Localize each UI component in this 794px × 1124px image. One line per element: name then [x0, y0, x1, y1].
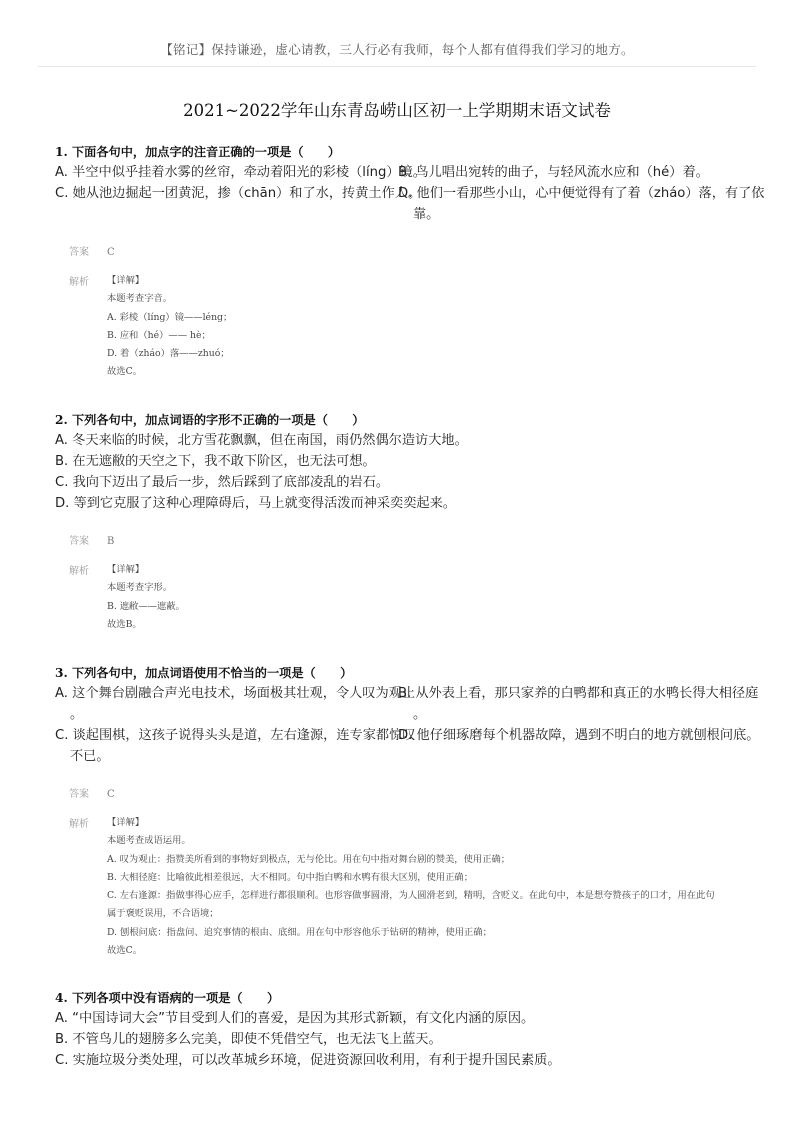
option-c: C. 实施垃圾分类处理，可以改革城乡环境，促进资源回收利用，有利于提升国民素质。: [55, 1053, 561, 1068]
answer-label: 答案: [69, 247, 89, 258]
explanation-line: B. 应和（hé）—— hè；: [107, 329, 211, 341]
option-a-continued: 。: [70, 707, 84, 722]
header-motto: 【铭记】保持谦逊，虚心请教，三人行必有我师，每个人都有值得我们学习的地方。: [160, 42, 634, 57]
explanation-line: 【详解】: [107, 817, 145, 828]
explanation: [69, 272, 745, 382]
question-stem: 1. 下面各句中，加点字的注音正确的一项是（ ）: [55, 145, 341, 159]
explanation-label: 解析: [69, 566, 89, 577]
answer-label: 答案: [69, 536, 89, 547]
option-a: A. “中国诗词大会”节目受到人们的喜爱，是因为其形式新颖，有文化内涵的原因。: [55, 1011, 535, 1026]
option-a: A. 冬天来临的时候，北方雪花飘飘，但在南国，雨仍然偶尔造访大地。: [55, 433, 468, 448]
header-divider: [38, 66, 756, 67]
question-1: [55, 142, 765, 382]
explanation-line: 【详解】: [107, 275, 145, 286]
explanation-line: B. 遮敝——遮蔽。: [107, 600, 185, 612]
explanation-line: 故选C。: [107, 945, 143, 957]
explanation-line: B. 大相径庭：比喻彼此相差很远，大不相同。句中指白鸭和水鸭有很大区别，使用正确；: [107, 871, 474, 883]
explanation-line: 本题考查字形。: [107, 582, 173, 594]
option-d: D. 他们一看那些小山，心中便觉得有了着（zháo）落，有了依: [398, 186, 765, 201]
answer-row: [69, 784, 745, 805]
option-b: B. 从外表上看，那只家养的白鸭都和真正的水鸭长得大相径庭: [398, 686, 759, 701]
question-stem: 4. 下列各项中没有语病的一项是（ ）: [55, 991, 280, 1005]
answer-row: [69, 531, 745, 552]
explanation-label: 解析: [69, 277, 89, 288]
explanation-line: 故选B。: [107, 618, 142, 630]
option-c-continued: 不已。: [70, 749, 110, 764]
page-title: 2021~2022学年山东青岛崂山区初一上学期期末语文试卷: [183, 101, 611, 120]
option-b: B. 鸟儿唱出宛转的曲子，与轻风流水应和（hé）着。: [398, 165, 709, 180]
option-a: A. 这个舞台剧融合声光电技术，场面极其壮观，令人叹为观止: [55, 686, 416, 701]
explanation-line: A. 彩棱（líng）镜——léng；: [107, 311, 233, 323]
explanation-line: 本题考查成语运用。: [107, 835, 191, 847]
explanation-line: D. 刨根问底：指盘问、追究事情的根由、底细。用在句中形容他乐于钻研的精神，使用正确；: [107, 926, 492, 938]
explanation-line: A. 叹为观止：指赞美所看到的事物好到极点，无与伦比。用在句中指对舞台剧的赞美，使用正确；: [107, 853, 511, 865]
answer-value: B: [107, 536, 115, 547]
question-stem: 3. 下列各句中，加点词语使用不恰当的一项是（ ）: [55, 666, 353, 680]
question-stem: 2. 下列各句中，加点词语的字形不正确的一项是（ ）: [55, 413, 365, 427]
explanation-line: D. 着（zháo）落——zhuó；: [107, 348, 230, 360]
option-c: C. 谈起围棋，这孩子说得头头是道，左右逢源，连专家都惊叹: [55, 728, 416, 743]
question-4: [55, 988, 745, 1071]
option-a: A. 半空中似乎挂着水雾的丝帘，牵动着阳光的彩棱（líng）镜。: [55, 165, 426, 180]
explanation-line: 【详解】: [107, 564, 145, 575]
answer-row: [69, 242, 745, 263]
option-b: B. 在无遮敝的天空之下，我不敢下阶区，也无法可想。: [55, 454, 376, 469]
question-2: [55, 410, 745, 634]
answer-value: C: [107, 789, 115, 800]
option-b: B. 不管鸟儿的翅膀多么完美，即使不凭借空气，也无法飞上蓝天。: [55, 1032, 442, 1047]
option-c: C. 我向下迈出了最后一步，然后踩到了底部凌乱的岩石。: [55, 475, 390, 490]
option-d-continued: 靠。: [413, 207, 440, 222]
explanation: [69, 561, 745, 634]
option-b-continued: 。: [413, 707, 427, 722]
answer-value: C: [107, 247, 115, 258]
option-d: D. 他仔细琢磨每个机器故障，遇到不明白的地方就刨根问底。: [398, 728, 760, 743]
answer-label: 答案: [69, 789, 89, 800]
option-c: C. 她从池边掘起一团黄泥，掺（chān）和了水，抟黄土作人。: [55, 186, 422, 201]
option-d: D. 等到它克服了这种心理障碍后，马上就变得活泼而神采奕奕起来。: [55, 496, 456, 511]
explanation-line: 故选C。: [107, 366, 143, 378]
explanation-label: 解析: [69, 819, 89, 830]
explanation-line: 本题考查字音。: [107, 293, 173, 305]
explanation: [69, 814, 745, 960]
explanation-line: C. 左右逢源：指做事得心应手，怎样进行都很顺利。也形容做事圆滑，为人圆滑老到，精明，含贬义。在此句中，本是想夸赞孩子的口才，用在此句属于褒贬误用，不合语境；: [107, 890, 715, 920]
question-3: [55, 663, 760, 960]
